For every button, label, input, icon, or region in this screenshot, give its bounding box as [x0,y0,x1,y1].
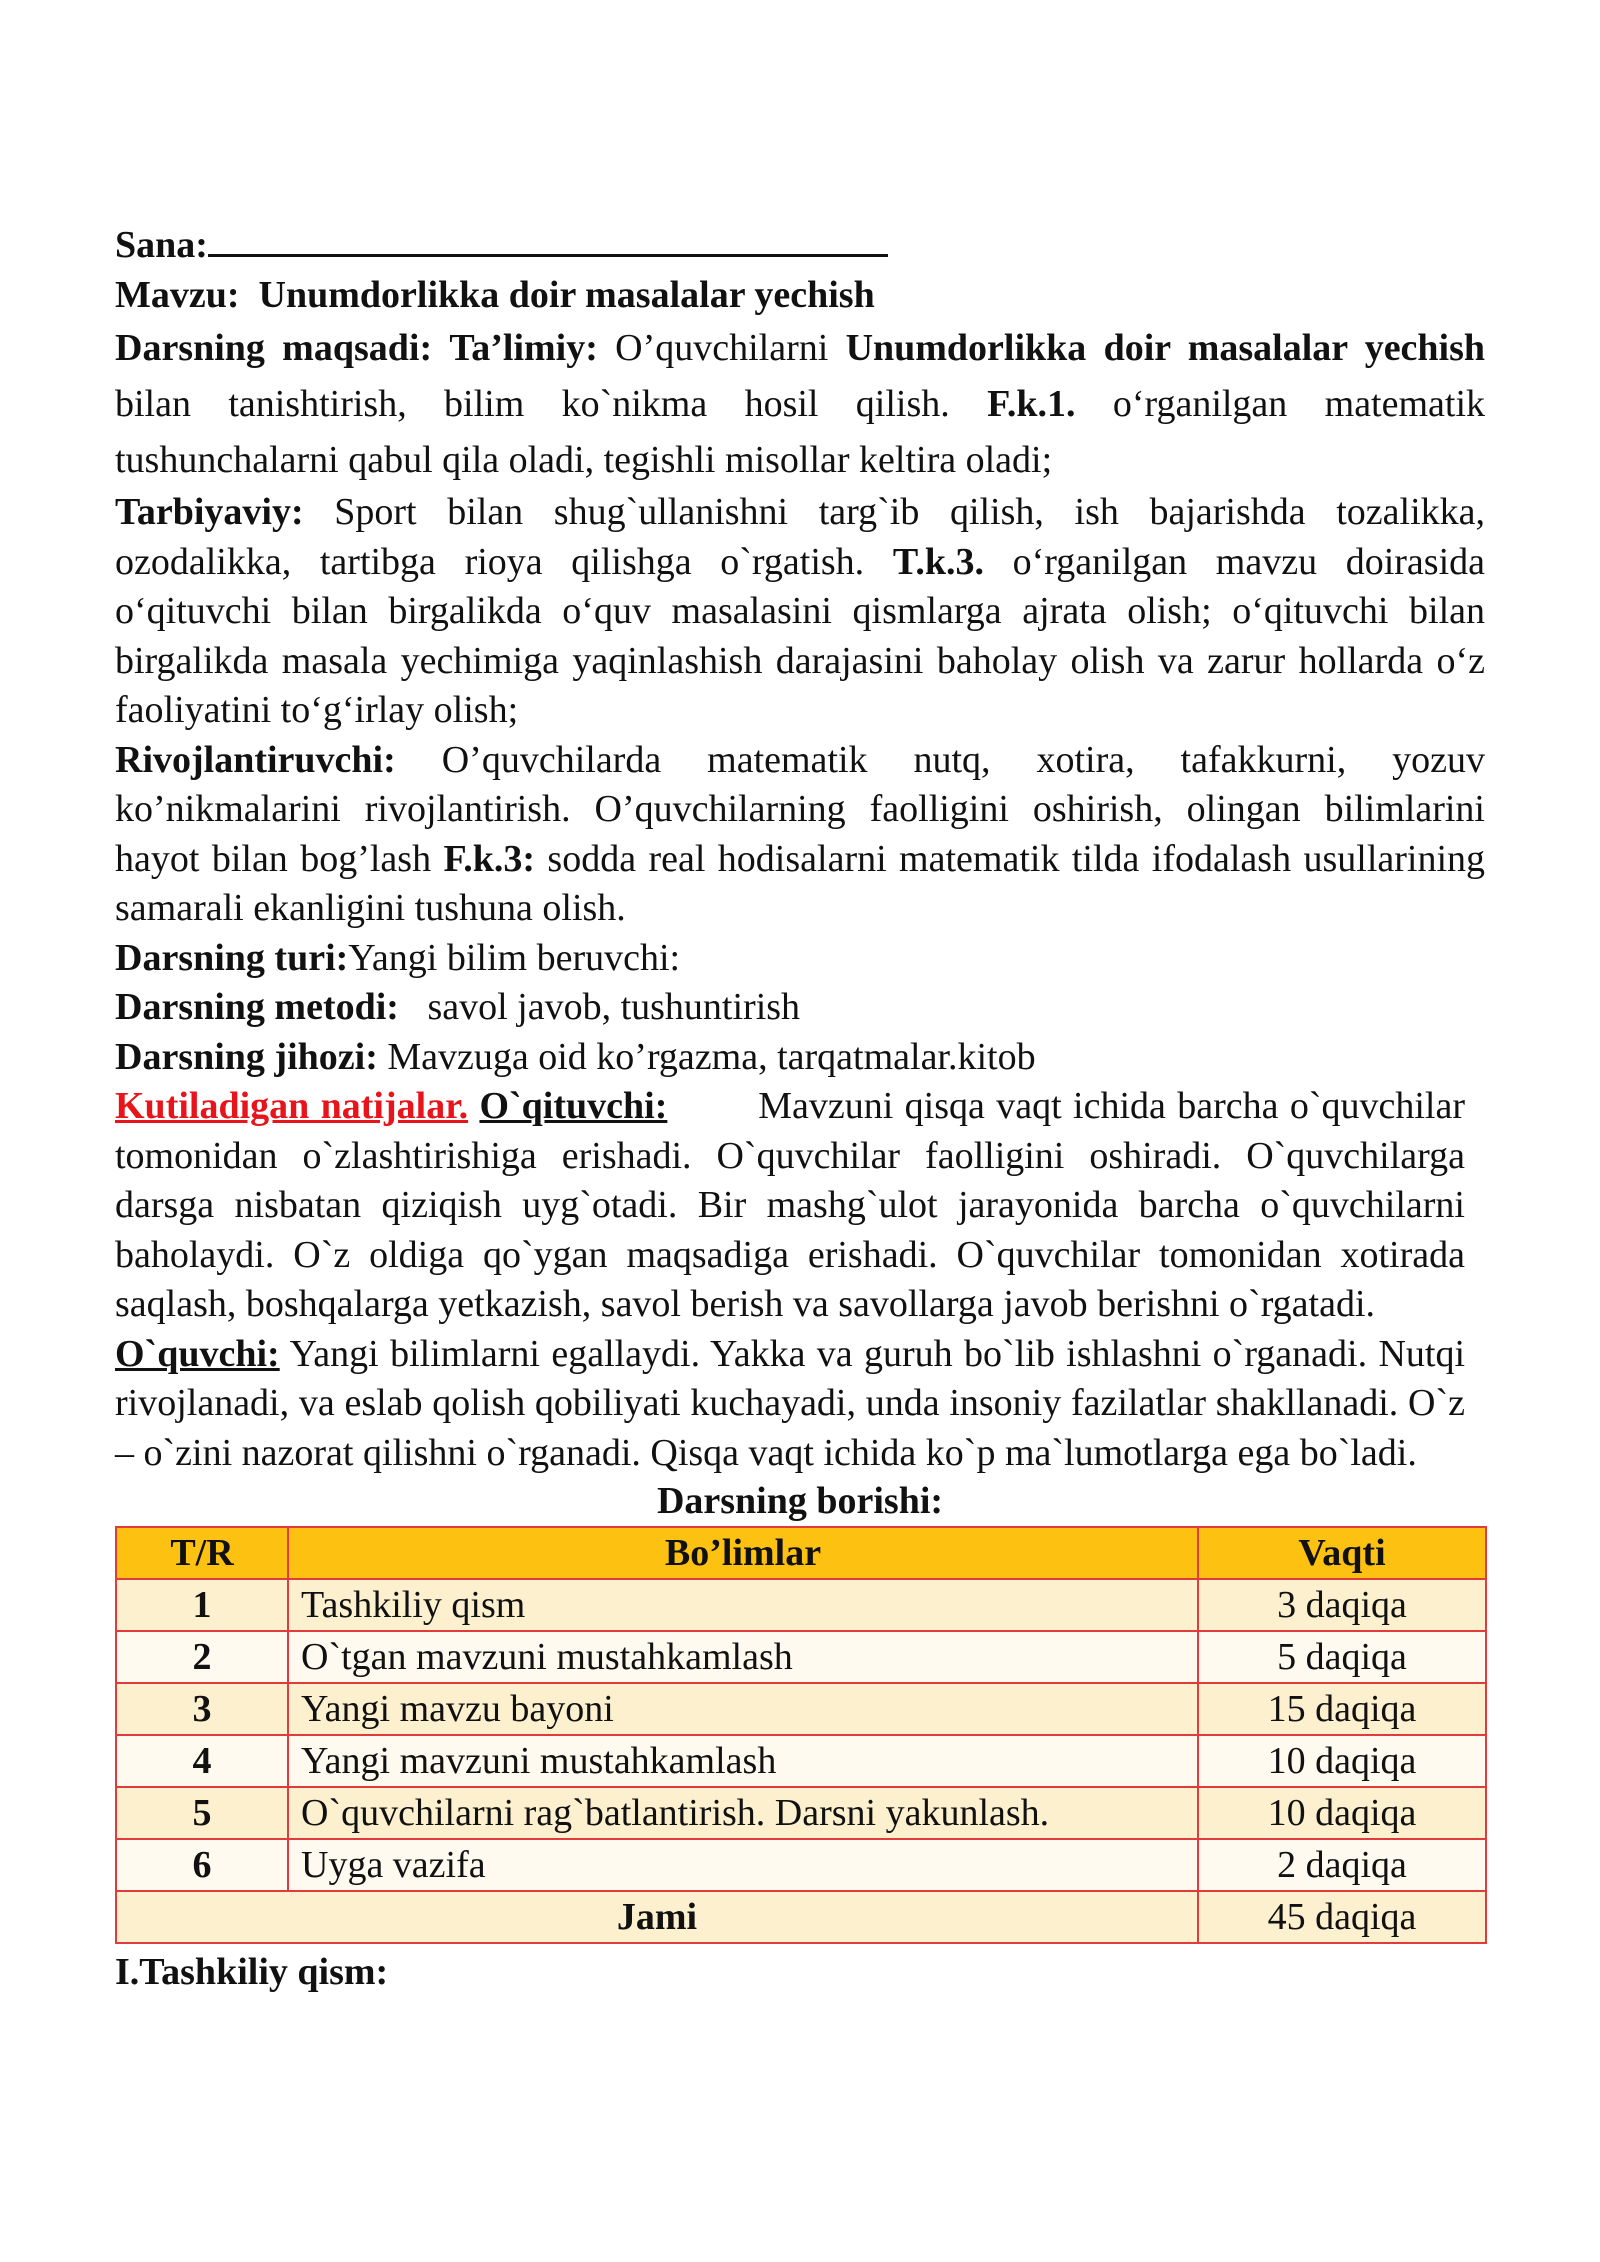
goal-topic-bold: Unumdorlikka doir masalalar yechish [845,327,1486,369]
expected-results-teacher [115,1082,1465,1330]
lesson-equipment-label: Darsning jihozi: [115,1035,378,1078]
lesson-type-label: Darsning turi: [115,936,349,979]
total-value: 45 daqiqa [1198,1891,1486,1943]
lesson-plan [115,218,1485,1998]
goal-text-1: O’quvchilarni [615,327,829,369]
upbringing-label: Tarbiyaviy: [115,491,304,533]
lesson-method-value: savol javob, tushuntirish [427,986,801,1028]
total-label: Jami [116,1891,1198,1943]
lesson-type [115,934,1485,984]
topic-label: Mavzu: [115,273,240,316]
expected-results-student [115,1330,1465,1479]
teacher-text: Mavzuni qisqa vaqt ichida barcha o`quvchilar tomonidan o`zlashtirishiga erishadi. O`quvchilar faolligini oshiradi. O`quvchilarga darsga nisbatan qiziqish uyg`otadi. Bir mashg`ulot jarayonida barcha o`quvchilarni baholaydi. O`z oldiga qo`ygan maqsadiga erishadi. O`quvchilar tomonidan xotirada saqlash, boshqalarga yetkazish, savol berish va savollarga javob berishni o`rgatadi. [115,1085,1465,1325]
row-number: 4 [116,1735,288,1787]
row-section: Uyga vazifa [288,1839,1198,1891]
row-section: Yangi mavzuni mustahkamlash [288,1735,1198,1787]
goal-text-3: o‘rganilgan matematik tushunchalarni qabul qila oladi, tegishli misollar keltira oladi; [115,383,1486,481]
table-row [116,1735,1486,1787]
goal-educational [115,320,1485,488]
student-label: O`quvchi: [115,1332,280,1375]
column-header-sections: Bo’limlar [288,1527,1198,1579]
student-text: Yangi bilimlarni egallaydi. Yakka va guruh bo`lib ishlashni o`rganadi. Nutqi rivojlanadi, va eslab qolish qobiliyati kuchayadi, unda insoniy fazilatlar shakllanadi. O`z – o`zini nazorat qilishni o`rganadi. Qisqa vaqt ichida ko`p ma`lumotlarga ega bo`ladi. [115,1332,1465,1474]
row-section: O`tgan mavzuni mustahkamlash [288,1631,1198,1683]
goal-upbringing [115,488,1485,736]
row-section: O`quvchilarni rag`batlantirish. Darsni yakunlash. [288,1787,1198,1839]
row-time: 3 daqiqa [1198,1579,1486,1631]
tk3-label: T.k.3. [892,540,984,583]
teacher-label: O`qituvchi: [479,1085,668,1127]
table-row [116,1579,1486,1631]
upbringing-text-1: Sport bilan shug`ullanishni targ`ib qilish, ish bajarishda tozalikka, ozodalikka, tartibga rioya qilishga o`rgatish. [115,491,1485,583]
expected-results-label: Kutiladigan natijalar. [115,1085,469,1127]
upbringing-text-2: o‘rganilgan mavzu doirasida o‘qituvchi bilan birgalikda o‘quv masalasini qismlarga ajrata olish; o‘qituvchi bilan birgalikda masala yechimiga yaqinlashish darajasini baholay olish va zarur hollarda o‘z faoliyatini to‘g‘irlay olish; [115,540,1486,731]
lesson-method-label: Darsning metodi: [115,986,399,1028]
goal-label: Darsning maqsadi: [115,327,433,369]
row-number: 5 [116,1787,288,1839]
table-row [116,1787,1486,1839]
lesson-type-value: Yangi bilim beruvchi: [348,936,681,979]
row-time: 10 daqiqa [1198,1735,1486,1787]
developmental-text-2: sodda real hodisalarni matematik tilda ifodalash usullarining samarali ekanligini tushuna olish. [115,837,1486,929]
column-header-time: Vaqti [1198,1527,1486,1579]
lesson-equipment-value: Mavzuga oid ko’rgazma, tarqatmalar.kitob [387,1035,1036,1078]
goal-text-2: bilan tanishtirish, bilim ko`nikma hosil qilish. [115,383,950,425]
row-number: 3 [116,1683,288,1735]
row-number: 6 [116,1839,288,1891]
row-number: 2 [116,1631,288,1683]
goal-developmental [115,736,1485,934]
section-heading-organizational: I.Tashkiliy qism: [115,1951,389,1993]
row-section: Tashkiliy qism [288,1579,1198,1631]
row-time: 5 daqiqa [1198,1631,1486,1683]
row-number: 1 [116,1579,288,1631]
lesson-flow-title: Darsning borishi: [656,1480,944,1522]
row-section: Yangi mavzu bayoni [288,1683,1198,1735]
lesson-equipment [115,1033,1485,1083]
educational-label: Ta’limiy: [449,327,598,369]
column-header-number: T/R [116,1527,288,1579]
date-label: Sana: [115,224,208,266]
developmental-text-1: O’quvchilarda matematik nutq, xotira, tafakkurni, yozuv ko’nikmalarini rivojlantirish. O’quvchilarning faolligini oshirish, olingan bilimlarini hayot bilan bog’lash [115,738,1486,880]
date-line [115,218,1485,271]
lesson-plan-table [115,1526,1487,1944]
lesson-method [115,983,1485,1033]
table-row [116,1683,1486,1735]
row-time: 15 daqiqa [1198,1683,1486,1735]
fk1-label: F.k.1. [987,383,1076,425]
row-time: 2 daqiqa [1198,1839,1486,1891]
fk3-label: F.k.3: [443,837,535,880]
table-row [116,1631,1486,1683]
table-total-row [116,1891,1486,1943]
developmental-label: Rivojlantiruvchi: [115,738,396,781]
table-row [116,1839,1486,1891]
date-blank [208,218,888,257]
topic-line [115,271,1485,321]
row-time: 10 daqiqa [1198,1787,1486,1839]
topic-title: Unumdorlikka doir masalalar yechish [258,273,875,316]
